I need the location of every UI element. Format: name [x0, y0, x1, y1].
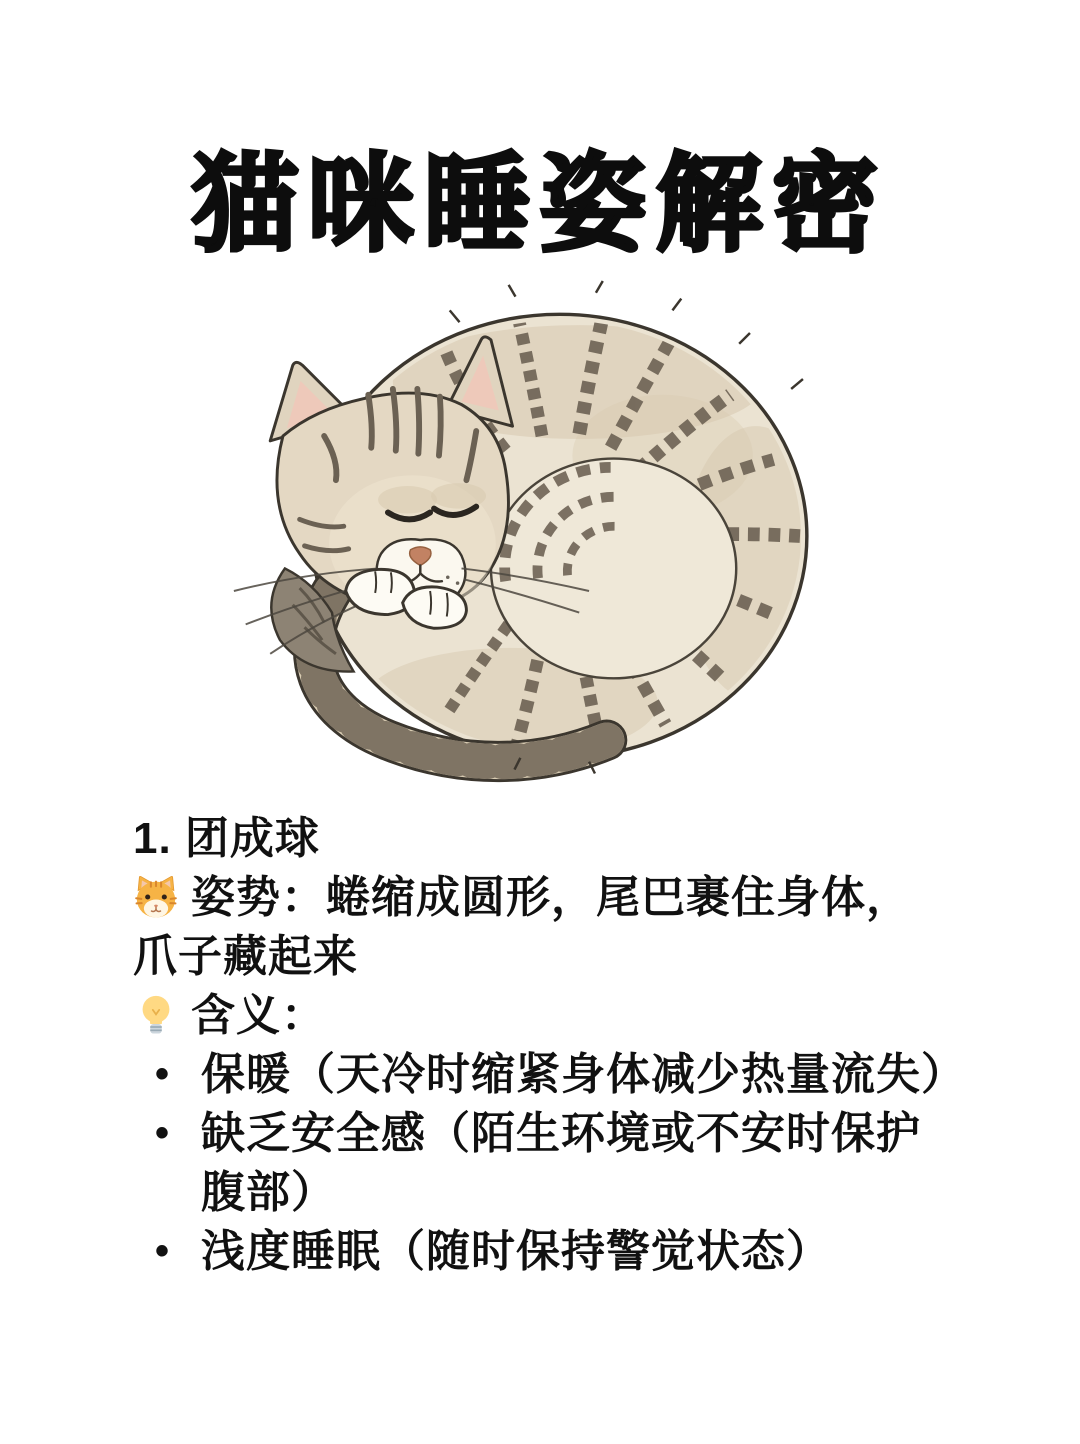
bullet-text: 浅度睡眠（随时保持警觉状态）: [201, 1226, 831, 1276]
bullet-dot: •: [155, 1110, 171, 1155]
light-bulb-emoji: [133, 992, 179, 1038]
posture-text: 蜷缩成圆形，尾巴裹住身体，爪子藏起来: [133, 872, 911, 981]
bullet-item: [133, 1045, 966, 1104]
bullet-text: 缺乏安全感（陌生环境或不安时保护腹部）: [201, 1108, 921, 1217]
bullet-list: [133, 1045, 966, 1281]
meaning-line: [133, 986, 952, 1045]
posture-label: 姿势：: [191, 872, 326, 922]
sleeping-cat-illustration: [160, 279, 920, 799]
cat-haunch: [491, 458, 736, 678]
item-title: 1. 团成球: [133, 813, 320, 863]
content-section: [0, 809, 1080, 1281]
bullet-text: 保暖（天冷时缩紧身体减少热量流失）: [201, 1049, 966, 1099]
cat-face-emoji: [133, 874, 179, 920]
page-title: 猫咪睡姿解密: [192, 146, 888, 264]
posture-line: [133, 868, 952, 986]
meaning-label: 含义：: [191, 990, 326, 1040]
bullet-dot: •: [155, 1051, 171, 1096]
bullet-item: [133, 1104, 952, 1222]
bullet-item: [133, 1222, 952, 1281]
bullet-dot: •: [155, 1228, 171, 1273]
